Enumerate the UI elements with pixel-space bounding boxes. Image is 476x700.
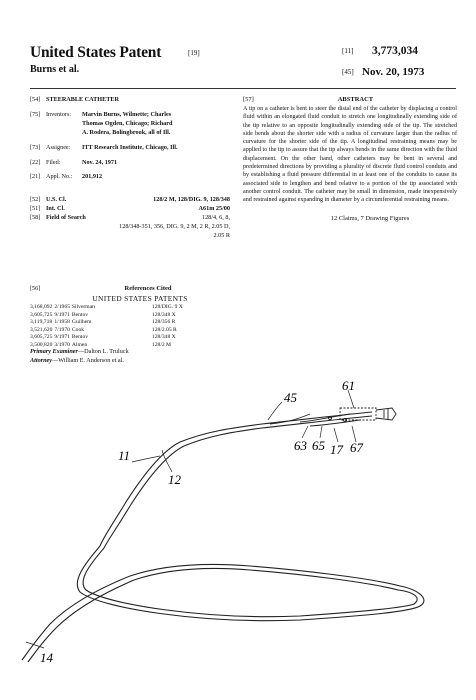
ref-label-65: 65 bbox=[312, 438, 325, 453]
reference-row bbox=[30, 312, 185, 320]
ref-class: 128/356 R bbox=[151, 319, 176, 326]
ref-name: Silverman bbox=[71, 303, 95, 310]
us-class-row: [52] U.S. Cl. 128/2 M, 128/DIG. 9, 128/348 bbox=[30, 196, 230, 204]
ref-class: 128/2 M bbox=[151, 341, 172, 348]
ref-date: 1/1958 bbox=[54, 319, 70, 326]
bibliographic-data: [54] STEERABLE CATHETER [75] Inventors: Marvin Burns, Wilmette; Charles Thomas Ogden, Chicago; Richard A. Rodera, Bolingbrook, all of Ill. [73] Assignee: ITT Research Institute, Chicago, Ill. [22] Filed: Nov. 24, 1971 [21] Appl. No.: 201,912 [52] U.S. Cl. 128/2 M, 128/DIG. 9, 128/348 [51] Int. Cl. A61m 25/00 [58] Field of Search 128/4, 6, 8, 128/348-351, 356, DIG. 9, 2 M, 2 R, 2.05 D, 2.05 R bbox=[30, 96, 230, 239]
ref-class: 128/348 X bbox=[151, 311, 176, 318]
abstract-heading: ABSTRACT bbox=[337, 96, 374, 103]
appl-row: [21] Appl. No.: 201,912 bbox=[30, 173, 103, 181]
title-code: [19] bbox=[188, 49, 200, 57]
ref-date: 7/1970 bbox=[54, 326, 70, 333]
header-rule bbox=[30, 88, 456, 89]
ref-label-11: 11 bbox=[118, 448, 131, 463]
ref-label-12: 12 bbox=[168, 472, 181, 487]
ref-label-67: 67 bbox=[350, 440, 363, 455]
invention-title: STEERABLE CATHETER bbox=[46, 96, 119, 103]
ref-class: 128/2.05 R bbox=[151, 326, 177, 333]
ref-number: 3,500,820 bbox=[30, 341, 53, 348]
ref-date: 9/1971 bbox=[54, 334, 70, 341]
filed-row: [22] Filed: Nov. 24, 1971 bbox=[30, 158, 118, 166]
ref-name: Almen bbox=[71, 341, 88, 348]
reference-row bbox=[30, 304, 185, 312]
patent-number: 3,773,034 bbox=[372, 45, 418, 57]
ref-class: 128/DIG. 9 X bbox=[151, 303, 183, 310]
ref-name: Guilhem bbox=[71, 319, 92, 326]
patent-date: Nov. 20, 1973 bbox=[362, 66, 425, 78]
examiners: Primary Examiner—Dalton L. Truluck Attorney—William E. Anderson et al. bbox=[30, 348, 129, 364]
ref-number: 3,605,725 bbox=[30, 311, 53, 318]
ref-date: 9/1971 bbox=[54, 311, 70, 318]
inventors-row: [75] Inventors: Marvin Burns, Wilmette; Charles Thomas Ogden, Chicago; Richard A. Rodera, Bolingbrook, all of Ill. bbox=[30, 110, 173, 136]
patent-title: United States Patent bbox=[30, 44, 162, 61]
catheter-drawing bbox=[0, 380, 476, 680]
ref-number: 3,521,620 bbox=[30, 326, 53, 333]
ref-name: Bentov bbox=[71, 311, 89, 318]
catheter-tube bbox=[22, 412, 424, 662]
field-row: [58] Field of Search 128/4, 6, 8, bbox=[30, 214, 230, 222]
ref-label-14: 14 bbox=[40, 650, 53, 665]
reference-row bbox=[30, 334, 185, 342]
catheter-tip-assembly bbox=[270, 408, 396, 426]
ref-number: 3,119,718 bbox=[30, 319, 53, 326]
ref-name: Cook bbox=[71, 326, 85, 333]
ref-date: 3/1970 bbox=[54, 341, 70, 348]
abstract: [57] ABSTRACT A tip on a catheter is bent to steer the distal end of the catheter by displacing a control fluid within an elongated fluid conduit to stretch one longitudinally extending side of the tip relative to an opposite longitudinally extending side of the tip. The stretched side bends about the shorter side with a radius of curvature larger than the radius of curvature for the shorter side of the tip. A longitudinal restraining means may be applied to the tip to assure that the tip always bends in the same direction with the fluid displacement. On the other hand, other catheters may be bent in several and predetermined directions by providing a plurality of discrete fluid control conduits and by establishing a fluid pressure differential in at least one of the conduits to cause its associated side to lengthen and bend relative to a portion of the tip associated with another control conduit. The catheter may be small in dimension, made inexpensively and restrained against expanding in diameter by a circumferential restraining means. 12 Claims, 7 Drawing Figures bbox=[243, 96, 457, 222]
inventor-header: Burns et al. bbox=[30, 64, 80, 75]
ref-number: 3,605,725 bbox=[30, 334, 53, 341]
ref-label-17: 17 bbox=[330, 442, 343, 457]
claims-line: 12 Claims, 7 Drawing Figures bbox=[330, 214, 410, 222]
ref-name: Bentov bbox=[71, 334, 89, 341]
ref-label-63: 63 bbox=[294, 438, 307, 453]
references-table bbox=[30, 304, 185, 350]
ref-label-45: 45 bbox=[284, 390, 297, 405]
ref-class: 128/348 X bbox=[151, 334, 176, 341]
number-code: [11] bbox=[342, 47, 354, 55]
date-code: [45] bbox=[342, 68, 354, 76]
abstract-text: A tip on a catheter is bent to steer the distal end of the catheter by displacing a control fluid within an elongated fluid conduit to stretch one longitudinally extending side of the tip relative to an opposite longitudinally extending side of the tip. The stretched side bends about the shorter side with a radius of curvature larger than the radius of curvature for the shorter side of the tip. A longitudinal restraining means may be applied to the tip to assure that the tip always bends in the same direction with the fluid displacement. On the other hand, other catheters may be bent in several and predetermined directions by providing a plurality of discrete fluid control conduits and by establishing a fluid pressure differential in at least one of the conduits to cause its associated side to lengthen and bend relative to a portion of the tip associated with another control conduit. The catheter may be small in dimension, made inexpensively and restrained against expanding in diameter by a circumferential restraining means. bbox=[243, 106, 457, 204]
ref-date: 2/1965 bbox=[54, 303, 70, 310]
int-class-row: [51] Int. Cl. A61m 25/00 bbox=[30, 205, 230, 213]
ref-label-61: 61 bbox=[342, 380, 355, 393]
assignee-row: [73] Assignee: ITT Research Institute, Chicago, Ill. bbox=[30, 143, 178, 151]
ref-number: 3,168,092 bbox=[30, 303, 53, 310]
reference-row bbox=[30, 327, 185, 335]
title-row: [54] STEERABLE CATHETER bbox=[30, 96, 230, 105]
references-cited: [56] References Cited UNITED STATES PATENTS 3,168,092 2/1965 Silverman 128/DIG. 9 X 3,605,725 9/1971 Bentov 128/348 X 3,119,718 1/1958 Guilhem 128/356 R 3,521,620 7/1970 Cook 128/2.05 R 3,605,725 9/1971 Bentov 128/348 X 3,500,820 3/1970 Almen 128/2 M bbox=[30, 285, 230, 349]
leader-lines bbox=[26, 390, 356, 648]
references-subtitle: UNITED STATES PATENTS bbox=[92, 293, 188, 303]
references-title: References Cited bbox=[124, 285, 172, 292]
reference-row bbox=[30, 319, 185, 327]
